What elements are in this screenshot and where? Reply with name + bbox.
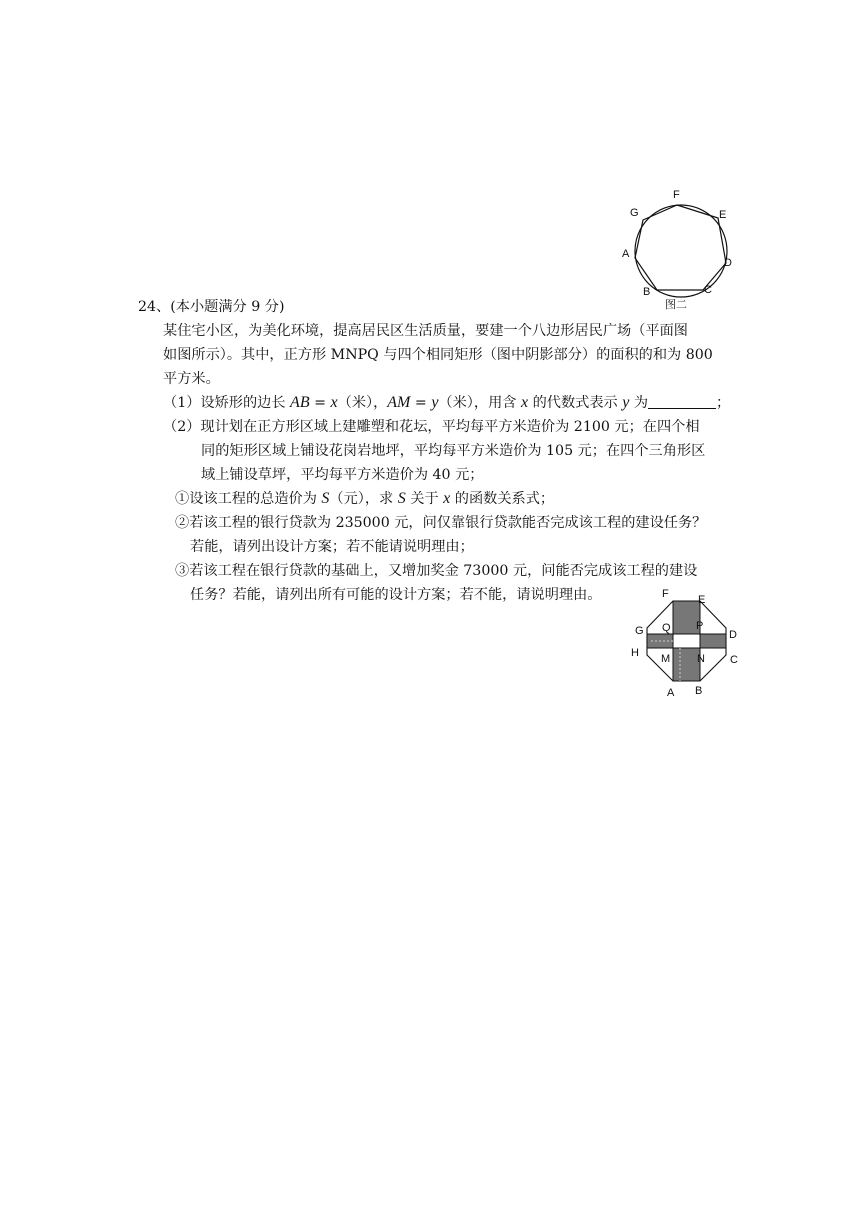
sub-question-2-line-2: 若能，请列出设计方案；若不能请说明理由； [190, 539, 474, 555]
sub1-math-x: x [443, 490, 451, 507]
label-N: N [697, 653, 705, 665]
sub1-text-3: 关于 [405, 491, 444, 507]
question-1 [163, 393, 730, 413]
q1-math-x2: x [520, 394, 529, 411]
label-B: B [695, 685, 703, 697]
q1-eq-1: = [309, 395, 331, 411]
sub1-math-S2: S [397, 490, 406, 507]
label-Q: Q [662, 622, 671, 634]
figure-caption: 图二 [665, 299, 687, 311]
q1-math-AB: AB [290, 394, 310, 411]
q1-math-y: y [431, 394, 439, 411]
figure-octagon-plaza [620, 585, 745, 705]
sub-question-3-line-2: 任务？若能，请列出所有可能的设计方案；若不能，请说明理由。 [190, 587, 602, 603]
label-C: C [730, 654, 738, 666]
sub1-text-1: ①设该工程的总造价为 [175, 491, 322, 507]
label-P: P [696, 620, 704, 632]
q1-math-x: x [330, 394, 338, 411]
label-E: E [698, 594, 706, 606]
sub1-text-2: （元），求 [329, 491, 398, 507]
rect-right [700, 634, 726, 648]
question-2-line-1: （2）现计划在正方形区域上建雕塑和花坛，平均每平方米造价为 2100 元；在四个相 [163, 419, 700, 435]
q1-text-1: （1）设矫形的边长 [163, 395, 291, 411]
label-E: E [719, 209, 727, 221]
figure-circle-heptagon [615, 180, 750, 315]
q1-eq-2: = [410, 395, 432, 411]
label-F: F [662, 588, 669, 600]
label-H: H [631, 647, 639, 659]
label-F: F [673, 189, 680, 201]
q1-text-5: 为 [629, 395, 649, 411]
sub-question-2-line-1: ②若该工程的银行贷款为 235000 元，问仅靠银行贷款能否完成该工程的建设任务？ [175, 515, 707, 531]
intro-line-1: 某住宅小区，为美化环境，提高居民区生活质量，要建一个八边形居民广场（平面图 [163, 323, 688, 339]
q1-text-3: （米），用含 [438, 395, 521, 411]
rect-bottom [673, 648, 700, 681]
problem-heading: 24、(本小题满分 9 分) [138, 299, 285, 315]
label-A: A [622, 248, 630, 260]
sub-question-1 [175, 489, 554, 509]
label-M: M [661, 653, 671, 665]
label-D: D [724, 257, 732, 269]
label-C: C [704, 284, 712, 296]
question-2-line-3: 域上铺设草坪，平均每平方米造价为 40 元； [201, 467, 484, 483]
circumscribed-circle [635, 205, 727, 297]
label-G: G [635, 625, 644, 637]
intro-line-3: 平方米。 [163, 371, 220, 387]
sub1-text-4: 的函数关系式； [450, 491, 555, 507]
intro-line-2: 如图所示）。其中，正方形 MNPQ 与四个相同矩形（图中阴影部分）的面积的和为 800 [163, 347, 713, 363]
question-2-line-2: 同的矩形区域上铺设花岗岩地坪，平均每平方米造价为 105 元；在四个三角形区 [201, 443, 706, 459]
label-G: G [630, 207, 639, 219]
q1-text-2: （米）， [337, 395, 388, 411]
q1-end: ； [716, 395, 731, 411]
label-B: B [643, 286, 651, 298]
q1-math-y2: y [622, 394, 630, 411]
square-MNPQ [673, 634, 700, 648]
q1-text-4: 的代数式表示 [528, 395, 623, 411]
label-A: A [667, 687, 675, 699]
answer-blank[interactable] [648, 394, 716, 409]
sub-question-3-line-1: ③若该工程在银行贷款的基础上，又增加奖金 73000 元，问能否完成该工程的建设 [175, 563, 698, 579]
label-D: D [729, 629, 737, 641]
sub1-math-S: S [321, 490, 330, 507]
q1-math-AM: AM [387, 394, 411, 411]
